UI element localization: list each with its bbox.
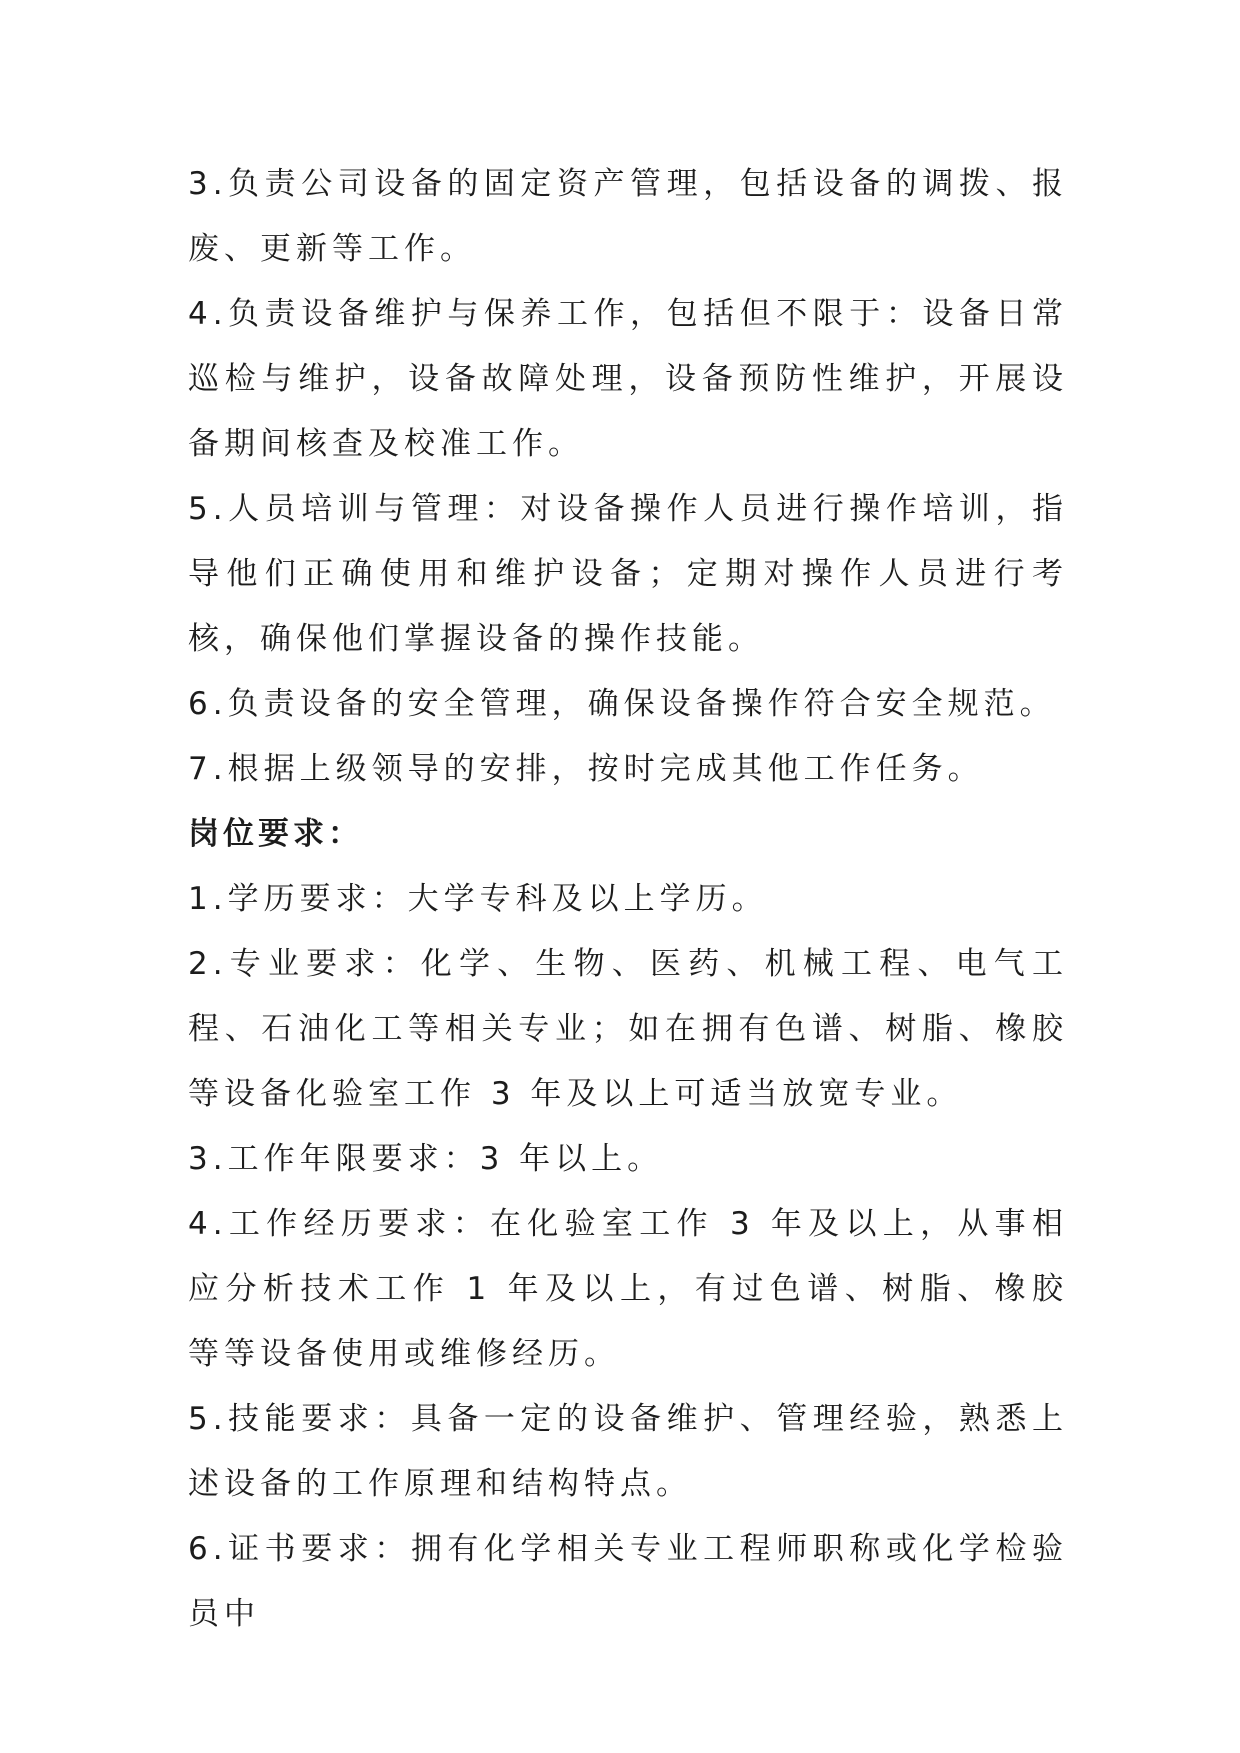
requirement-item-6: 6.证书要求：拥有化学相关专业工程师职称或化学检验员中 [188,1531,1068,1632]
document-body [188,152,1068,1647]
duty-item-6: 6.负责设备的安全管理，确保设备操作符合安全规范。 [188,686,1056,722]
requirements-heading: 岗位要求： [188,816,363,852]
duty-item-7: 7.根据上级领导的安排，按时完成其他工作任务。 [188,751,984,787]
duty-item-4: 4.负责设备维护与保养工作，包括但不限于：设备日常巡检与维护，设备故障处理，设备预防性维护，开展设备期间核查及校准工作。 [188,296,1068,462]
duty-item-5: 5.人员培训与管理：对设备操作人员进行操作培训，指导他们正确使用和维护设备；定期对操作人员进行考核，确保他们掌握设备的操作技能。 [188,491,1068,657]
requirement-item-3: 3.工作年限要求：3 年以上。 [188,1141,664,1177]
requirement-item-2: 2.专业要求：化学、生物、医药、机械工程、电气工程、石油化工等相关专业；如在拥有色谱、树脂、橡胶等设备化验室工作 3 年及以上可适当放宽专业。 [188,946,1068,1112]
duty-item-3: 3.负责公司设备的固定资产管理，包括设备的调拨、报废、更新等工作。 [188,166,1068,267]
requirement-item-1: 1.学历要求：大学专科及以上学历。 [188,881,768,917]
requirement-item-5: 5.技能要求：具备一定的设备维护、管理经验，熟悉上述设备的工作原理和结构特点。 [188,1401,1068,1502]
requirement-item-4: 4.工作经历要求：在化验室工作 3 年及以上，从事相应分析技术工作 1 年及以上，有过色谱、树脂、橡胶等等设备使用或维修经历。 [188,1206,1068,1372]
